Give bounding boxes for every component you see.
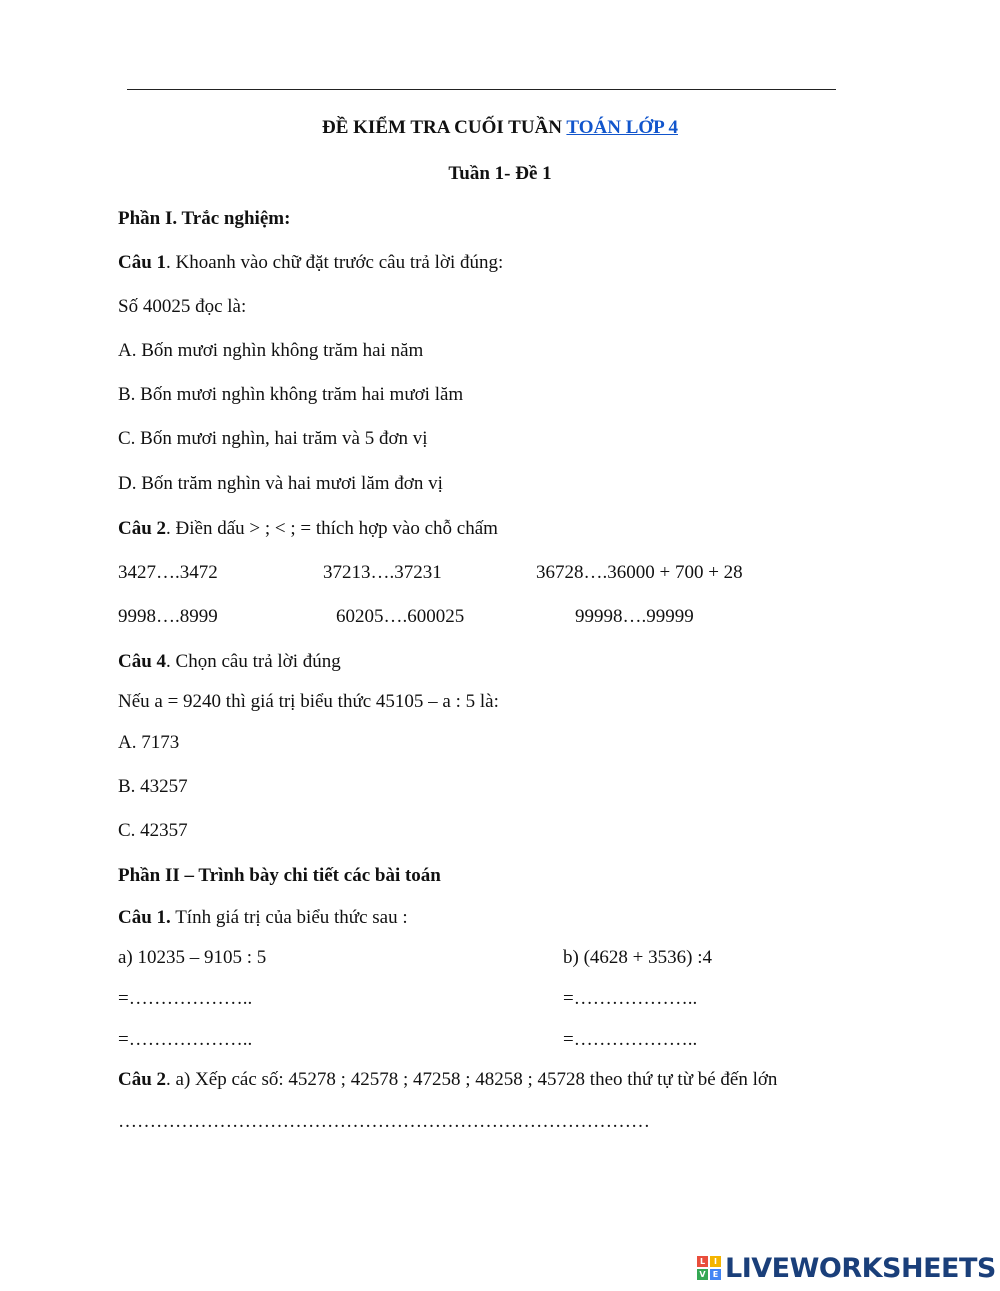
answer-blank[interactable]: =……………….. <box>118 1029 253 1050</box>
liveworksheets-logo <box>697 1252 996 1284</box>
compare-item: 3427….3472 <box>118 562 218 583</box>
compare-item: 37213….37231 <box>323 562 442 583</box>
title-link[interactable]: TOÁN LỚP 4 <box>566 117 678 138</box>
page-title: ĐỀ KIỂM TRA CUỐI TUẦN TOÁN LỚP 4 <box>322 117 678 138</box>
part1-q1-option-b: B. Bốn mươi nghìn không trăm hai mươi lăm <box>118 384 464 405</box>
answer-line[interactable]: ………………………………………………………………………… <box>118 1111 650 1132</box>
part1-q4-option-b: B. 43257 <box>118 776 188 797</box>
expr-b: b) (4628 + 3536) :4 <box>563 947 712 968</box>
answer-blank[interactable]: =……………….. <box>118 988 253 1009</box>
part1-q2-prompt: Câu 2. Điền dấu > ; < ; = thích hợp vào chỗ chấm <box>118 518 498 539</box>
part1-heading: Phần I. Trắc nghiệm: <box>118 208 291 229</box>
part2-q1-prompt: Câu 1. Tính giá trị của biểu thức sau : <box>118 907 408 928</box>
compare-item: 60205….600025 <box>336 606 465 627</box>
top-rule <box>127 89 836 90</box>
part2-heading: Phần II – Trình bày chi tiết các bài toán <box>118 865 441 886</box>
part1-q1-option-d: D. Bốn trăm nghìn và hai mươi lăm đơn vị <box>118 473 443 494</box>
logo-letter: E <box>710 1269 721 1280</box>
part1-q4-prompt: Câu 4. Chọn câu trả lời đúng <box>118 651 341 672</box>
answer-blank[interactable]: =……………….. <box>563 1029 698 1050</box>
page-subtitle: Tuần 1- Đề 1 <box>448 163 552 184</box>
part1-q1-question: Số 40025 đọc là: <box>118 296 247 317</box>
logo-letter: V <box>697 1269 708 1280</box>
logo-mark-icon <box>697 1256 721 1280</box>
part1-q1-option-c: C. Bốn mươi nghìn, hai trăm và 5 đơn vị <box>118 428 428 449</box>
part1-q4-question: Nếu a = 9240 thì giá trị biểu thức 45105 – a : 5 là: <box>118 691 499 712</box>
expr-a: a) 10235 – 9105 : 5 <box>118 947 267 968</box>
compare-item: 99998….99999 <box>575 606 694 627</box>
logo-text: LIVEWORKSHEETS <box>725 1252 996 1284</box>
compare-item: 36728….36000 + 700 + 28 <box>536 562 743 583</box>
part1-q4-option-c: C. 42357 <box>118 820 188 841</box>
answer-blank[interactable]: =……………….. <box>563 988 698 1009</box>
part1-q1-prompt: Câu 1. Khoanh vào chữ đặt trước câu trả lời đúng: <box>118 252 504 273</box>
part1-q4-option-a: A. 7173 <box>118 732 180 753</box>
part1-q1-option-a: A. Bốn mươi nghìn không trăm hai năm <box>118 340 424 361</box>
part2-q2-prompt: Câu 2. a) Xếp các số: 45278 ; 42578 ; 47258 ; 48258 ; 45728 theo thứ tự từ bé đến lớn <box>118 1069 778 1090</box>
logo-letter: L <box>697 1256 708 1267</box>
logo-letter: I <box>710 1256 721 1267</box>
compare-item: 9998….8999 <box>118 606 218 627</box>
